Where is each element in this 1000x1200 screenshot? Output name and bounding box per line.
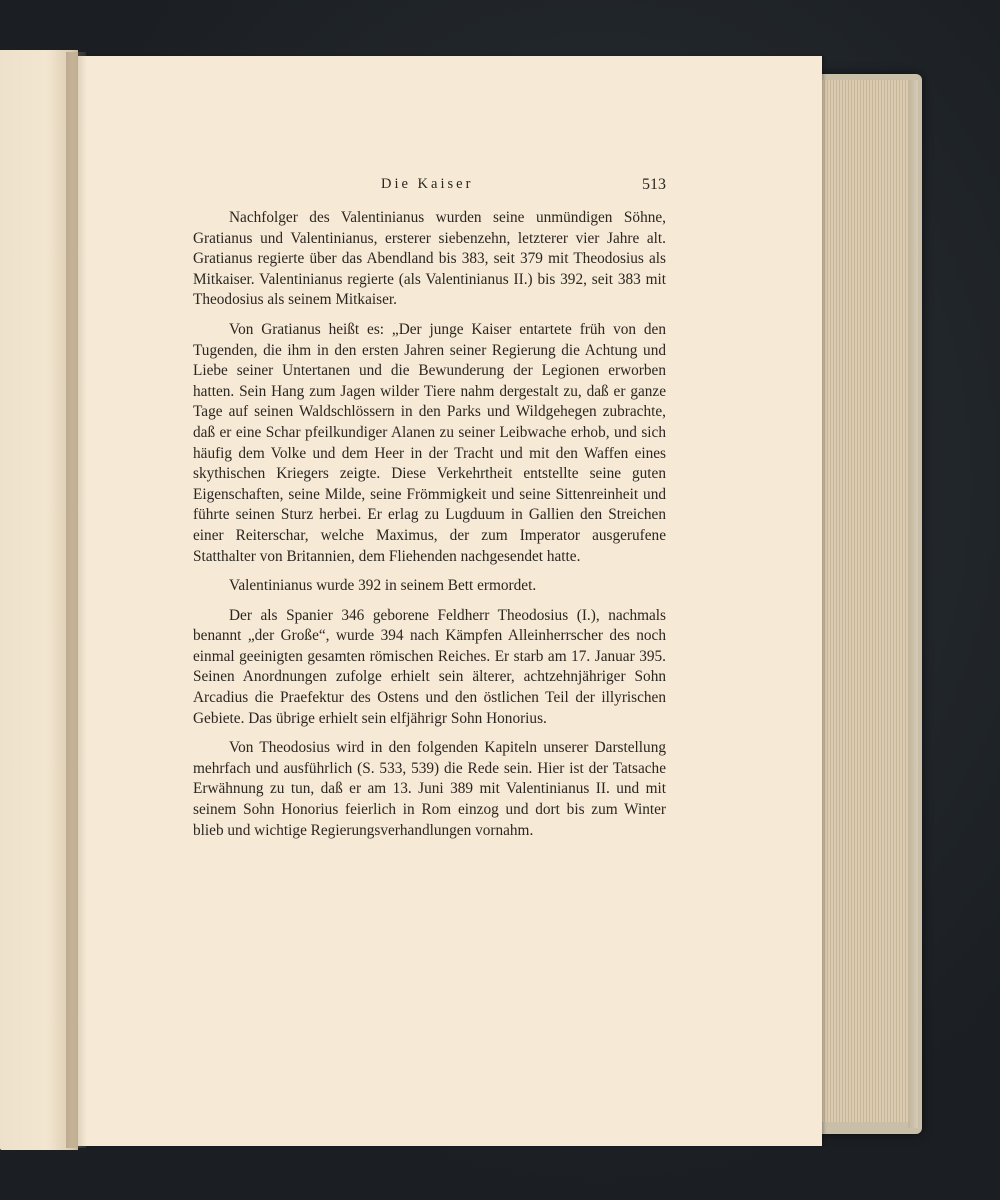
page-number: 513: [642, 176, 666, 193]
paragraph: Valentinianus wurde 392 in seinem Bett ermordet.: [229, 577, 537, 595]
book-page: [78, 56, 822, 1146]
paragraph: Nachfolger des Valentinianus wurden seine unmündigen Söhne, Gratianus und Valentinianus, ersterer siebenzehn, letzterer vier Jahre alt. Gratianus regierte über das Abendland bis 383, seit 379 mit Theodosius als Mitkaiser. Valentinianus regierte (als Valentinianus II.) bis 392, seit 383 mit Theodosius als seinem Mitkaiser.: [193, 209, 666, 309]
paragraph: Von Gratianus heißt es: „Der junge Kaiser entartete früh von den Tugenden, die ihm in den ersten Jahren seiner Regierung die Achtung und Liebe seiner Untertanen und die Bewunderung der Legionen erworben hatten. Sein Hang zum Jagen wilder Tiere nahm dergestalt zu, daß er ganze Tage auf seinen Waldschlössern in den Parks und Wildgehegen zubrachte, daß er eine Schar pfeilkundiger Alanen zu seiner Leibwache erhob, und sich häufig dem Volke und dem Heer in der Tracht und mit den Waffen eines skythischen Kriegers zeigte. Diese Verkehrtheit entstellte seine guten Eigenschaften, seine Milde, seine Frömmigkeit und seine Sittenreinheit und führte seinen Sturz herbei. Er erlag zu Lugduum in Gallien den Streichen einer Reiterschar, welche Maximus, der zum Imperator ausgerufene Statthalter von Britannien, dem Fliehenden nachgesendet hatte.: [193, 320, 666, 565]
paragraph: Der als Spanier 346 geborene Feldherr Theodosius (I.), nachmals benannt „der Große“, wurde 394 nach Kämpfen Alleinherrscher des noch einmal geeinigten gesamten römischen Reiches. Er starb am 17. Januar 395. Seinen Anordnungen zufolge erhielt sein älterer, achtzehnjähriger Sohn Arcadius die Praefektur des Ostens und den östlichen Teil der illyrischen Gebiete. Das übrige erhielt sein elfjährigr Sohn Honorius.: [193, 606, 666, 727]
paragraph: Von Theodosius wird in den folgenden Kapiteln unserer Darstellung mehrfach und ausführlich (S. 533, 539) die Rede sein. Hier ist der Tatsache Erwähnung zu tun, daß er am 13. Juni 389 mit Valentinianus II. und mit seinem Sohn Honorius feierlich in Rom einzog und dort bis zum Winter blieb und wichtige Regierungsverhandlungen vornahm.: [193, 739, 666, 839]
book-page-edges: [818, 80, 909, 1122]
page-gutter-shadow: [66, 52, 86, 1148]
running-title: Die Kaiser: [381, 176, 474, 192]
running-head: [193, 176, 666, 198]
page-content: [193, 176, 666, 850]
